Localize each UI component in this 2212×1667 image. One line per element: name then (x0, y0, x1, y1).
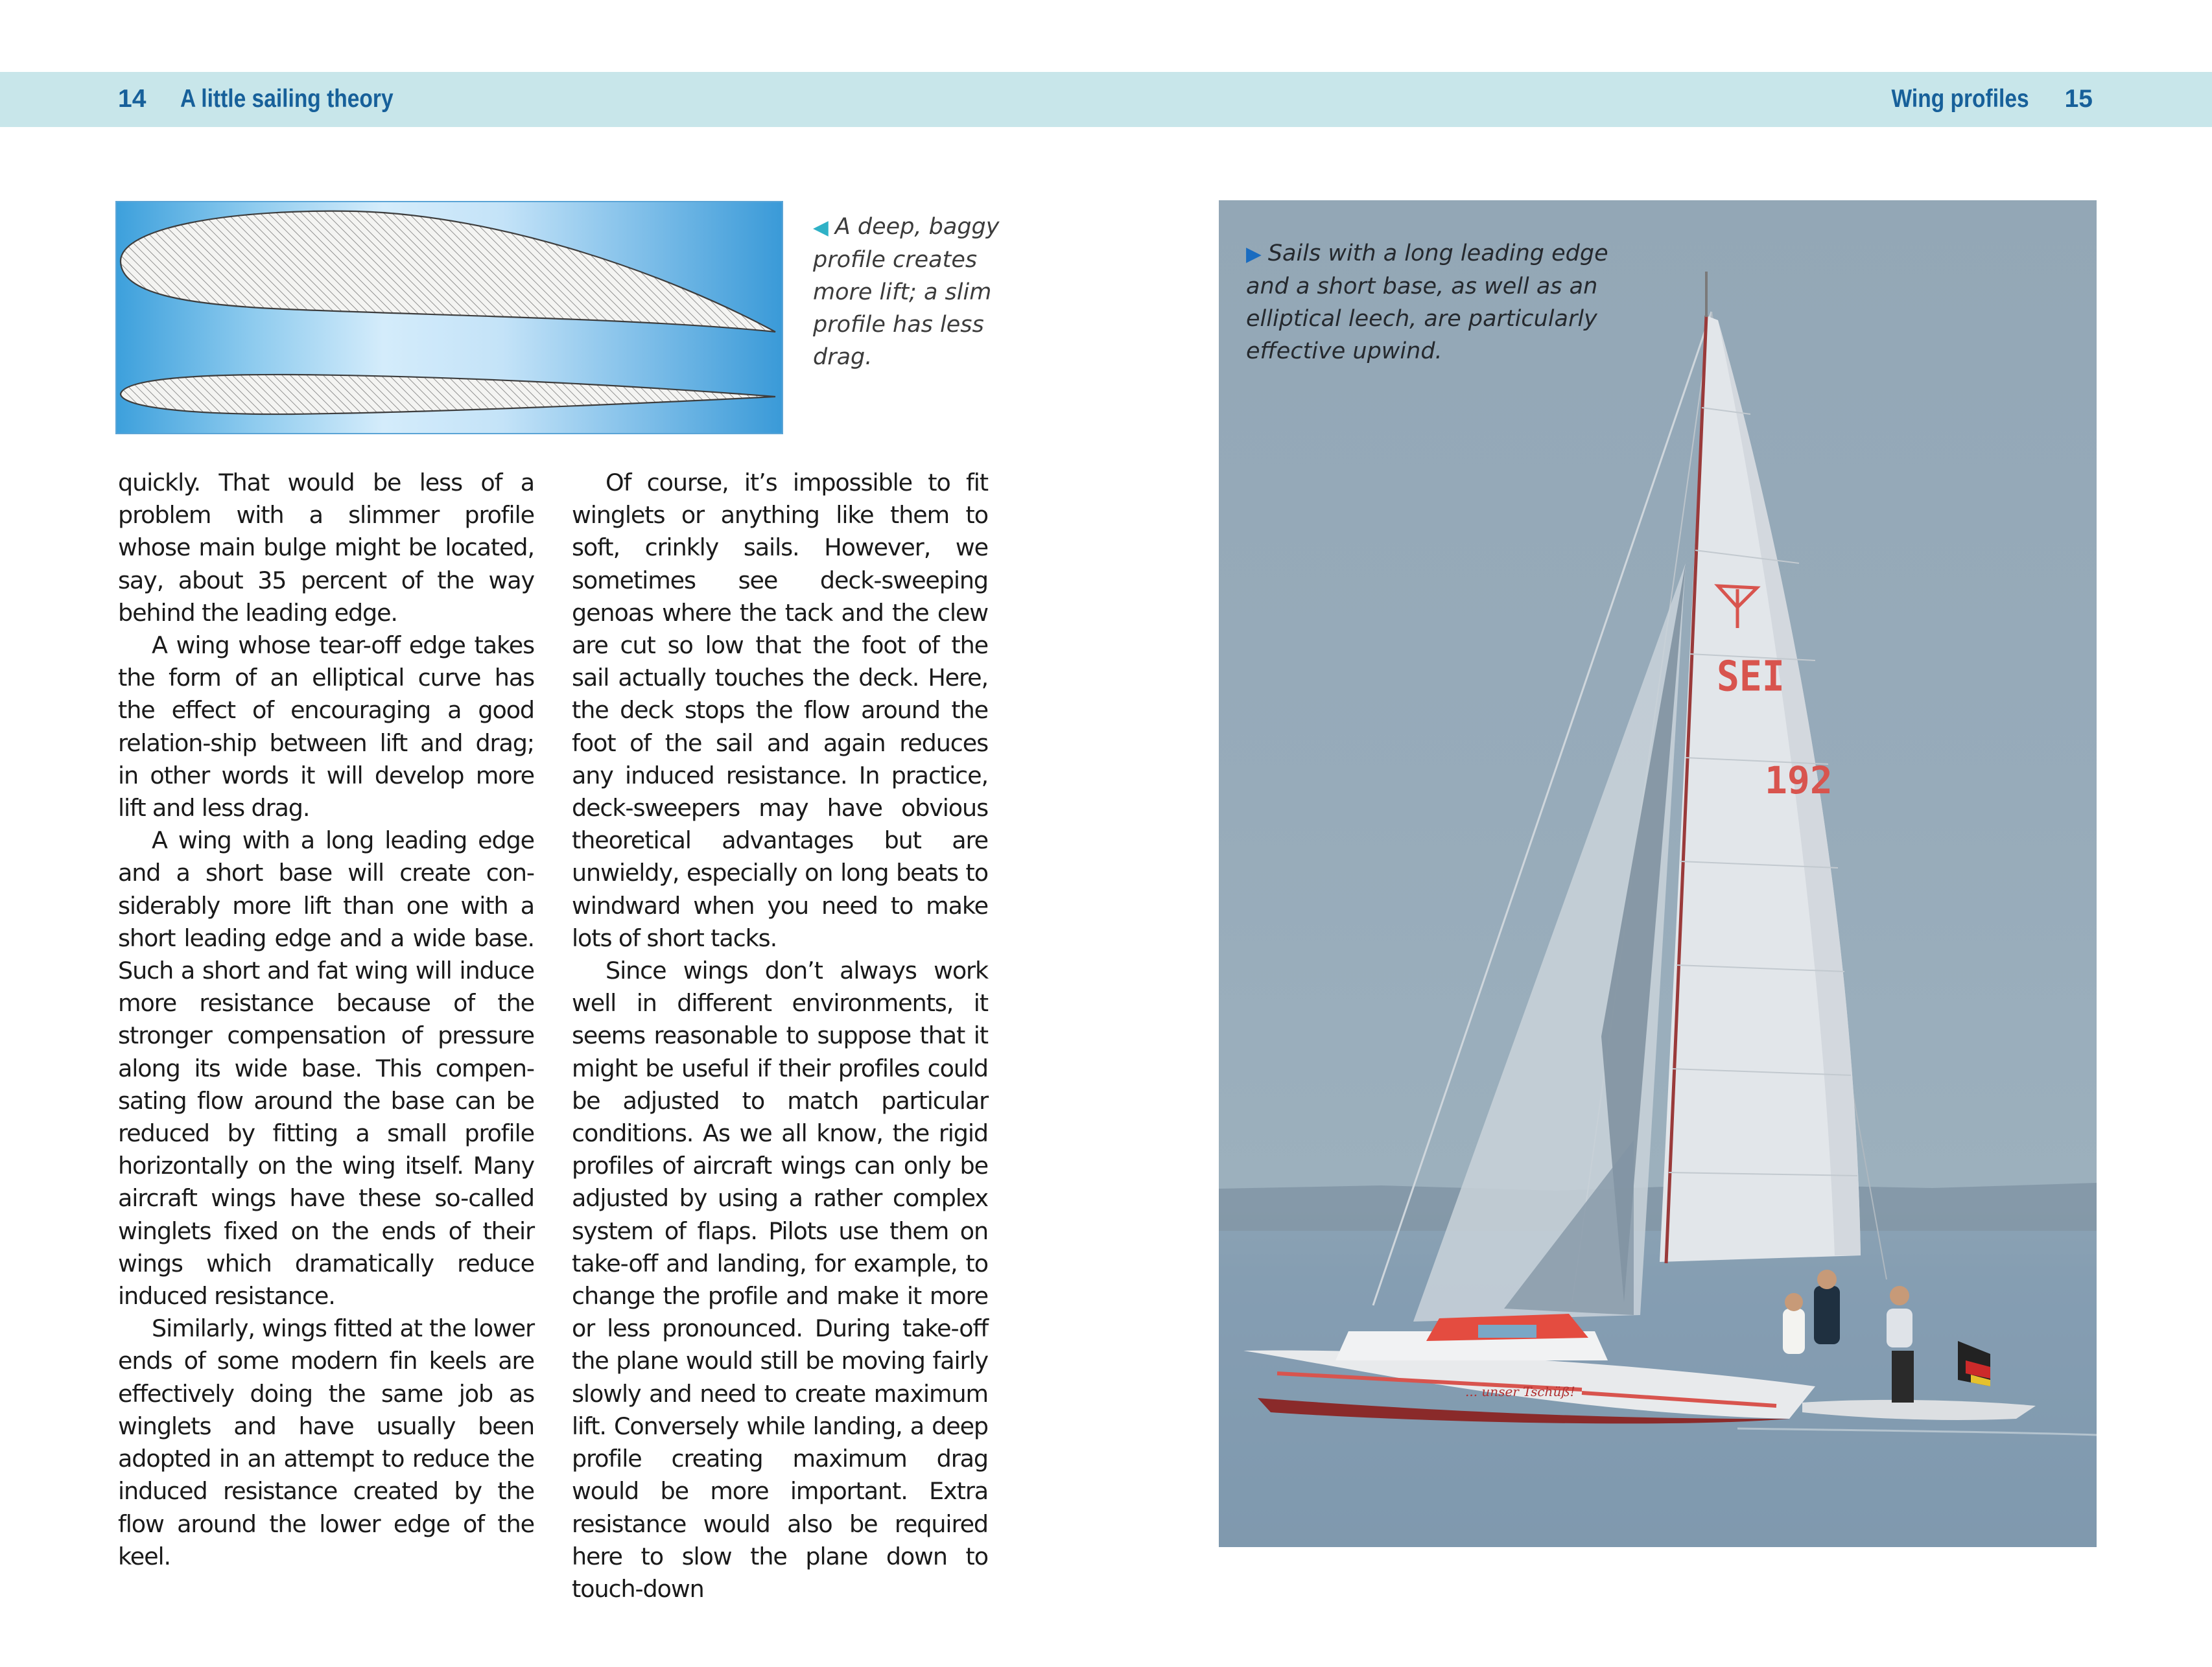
sail-number-bottom: 192 (1765, 758, 1833, 802)
hull-lettering: ... unser Tschüß! (1465, 1384, 1575, 1399)
right-running-title: Wing profiles (1891, 85, 2029, 113)
photo-caption: ▶ Sails with a long leading edge and a short base, as well as an elliptical leech, are particularly effective upwind. (1246, 240, 1608, 364)
left-text-column (118, 467, 534, 1573)
sail-number-top: SEI (1717, 652, 1785, 701)
right-page-number: 15 (2064, 85, 2093, 113)
shoreline (1219, 1183, 2097, 1231)
left-triangle-icon: ◀ (813, 216, 829, 239)
right-triangle-icon: ▶ (1246, 242, 1262, 266)
paragraph: Since wings don’t always work well in different environments, it seems reasonable to suppose that it might be useful if their profiles could be adjusted to match particular conditions. As we all know, the rigid profiles of aircraft wings can only be adjusted by using a rather complex system of flaps. Pilots use them on take-off and landing, for example, to change the profile and make it more or less pronounced. During take-off the plane would still be moving fairly slowly and need to create maximum lift. Conversely while landing, a deep profile creating maximum drag would be more important. Extra resistance would also be required here to slow the plane down to touch-down (572, 957, 988, 1603)
slim-profile-shape (121, 375, 775, 414)
paragraph: quickly. That would be less of a problem with a slimmer profile whose main bulge might be located, say, about 35 percent of the way behind the leading edge. (118, 469, 534, 627)
left-running-title: A little sailing theory (180, 85, 394, 113)
right-text-column (572, 467, 988, 1605)
paragraph: A wing with a long leading edge and a short base will create con-siderably more lift than one with a short leading edge and a wide base. Such a short and fat wing will induce more resistance because of the stronger compensation of pressure along its wide base. This compen-sating flow around the base can be reduced by fitting a small profile horizontally on the wing itself. Many aircraft wings have these so-called winglets fixed on the ends of their wings which dramatically reduce induced resistance. (118, 826, 534, 1311)
paragraph: A wing whose tear-off edge takes the form of an elliptical curve has the effect of encouraging a good relation-ship between lift and drag; in other words it will develop more lift and less drag. (118, 631, 534, 822)
left-page-number: 14 (118, 85, 147, 113)
trimaran-photo (1219, 200, 2097, 1547)
paragraph: Similarly, wings fitted at the lower ends of some modern fin keels are effectively doing the same job as winglets and have usually been adopted in an attempt to reduce the induced resistance created by the flow around the lower edge of the keel. (118, 1314, 534, 1570)
deep-profile-shape (121, 211, 775, 332)
diagram-caption: ◀ A deep, baggy profile creates more lift; a slim profile has less drag. (813, 214, 1000, 370)
paragraph: Of course, it’s impossible to fit winglets or anything like them to soft, crinkly sails. However, we sometimes see deck-sweeping genoas where the tack and the clew are cut so low that the foot of the sail actually touches the deck. Here, the deck stops the flow around the foot of the sail and again reduces any induced resistance. In practice, deck-sweepers may have obvious theoretical advantages but are unwieldy, especially on long beats to windward when you need to make lots of short tacks. (572, 469, 988, 952)
wing-profile-diagram (115, 201, 783, 434)
